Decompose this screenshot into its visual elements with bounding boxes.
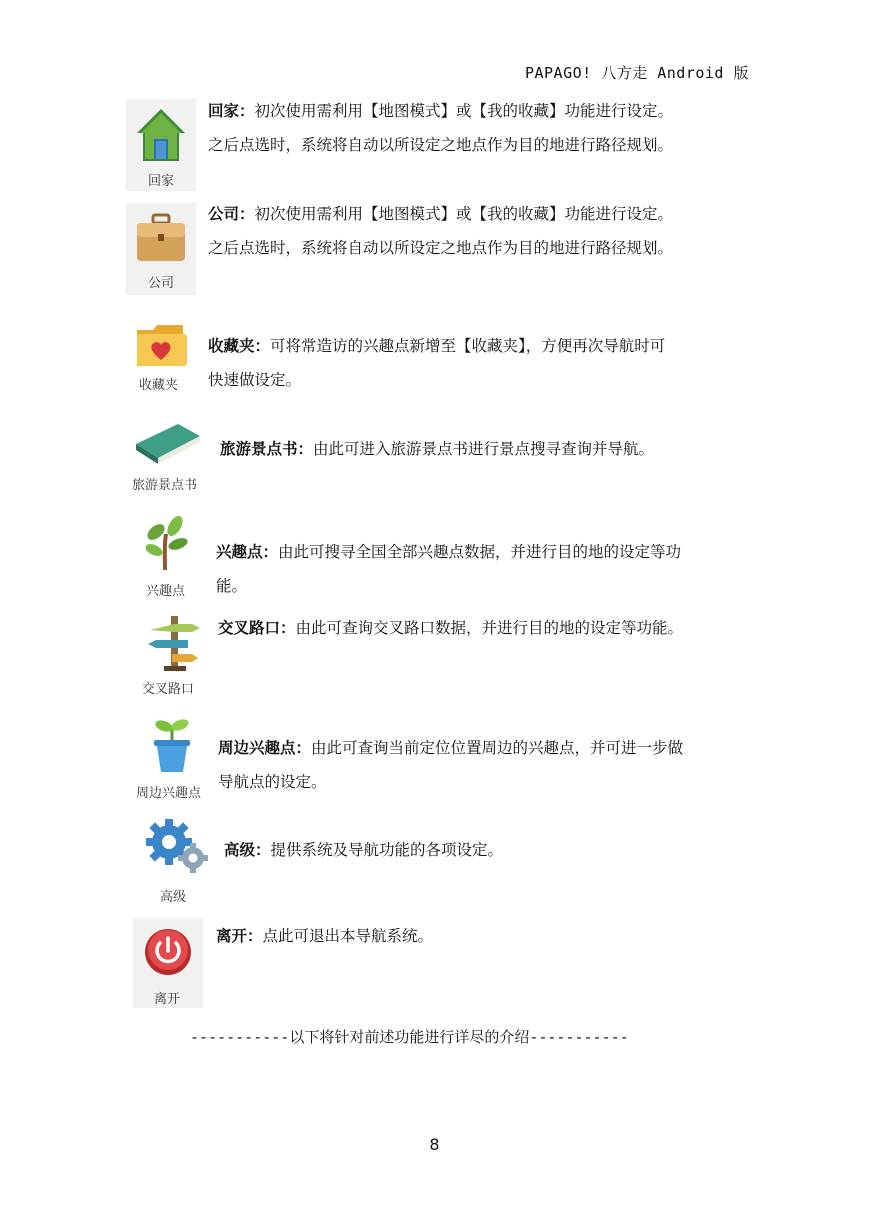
nearby-poi-description: 周边兴趣点：由此可查询当前定位位置周边的兴趣点，并可进一步做 导航点的设定。 [218,738,684,791]
advanced-term: 高级： [224,840,271,859]
home-caption: 回家 [148,174,175,189]
intersection-description: 交叉路口：由此可查询交叉路口数据，并进行目的地的设定等功能。 [218,618,684,637]
company-term: 公司： [208,204,255,223]
exit-tile [133,918,203,1008]
intersection-term: 交叉路口： [218,618,296,637]
travel-book-tile [126,420,206,492]
home-description: 回家：初次使用需利用【地图模式】或【我的收藏】功能进行设定。 之后点选时，系统将自动以所设定之地点作为目的地进行路径规划。 [208,101,674,154]
company-description: 公司：初次使用需利用【地图模式】或【我的收藏】功能进行设定。 之后点选时，系统将自动以所设定之地点作为目的地进行路径规划。 [208,204,674,257]
poi-term: 兴趣点： [216,542,279,561]
exit-caption: 离开 [154,992,181,1007]
home-icon [133,105,189,163]
favorites-tile [126,318,196,398]
intersection-tile [134,610,214,700]
poi-tile [130,512,202,599]
favorites-description: 收藏夹：可将常造访的兴趣点新增至【收藏夹】，方便再次导航时可 快速做设定。 [208,336,666,389]
advanced-description: 高级：提供系统及导航功能的各项设定。 [224,840,504,859]
home-term: 回家： [208,101,255,120]
poi-description: 兴趣点：由此可搜寻全国全部兴趣点数据，并进行目的地的设定等功 能。 [216,542,682,595]
company-tile [126,203,196,295]
plant-icon [138,512,194,572]
exit-description: 离开：点此可退出本导航系统。 [216,926,434,945]
home-tile [126,99,196,191]
signpost-icon [142,610,206,672]
power-icon [142,926,194,978]
page-number: 8 [429,1135,440,1154]
briefcase-icon [133,209,189,265]
nearby-poi-term: 周边兴趣点： [218,738,312,757]
poi-caption: 兴趣点 [146,584,186,599]
exit-term: 离开： [216,926,263,945]
document-header: PAPAGO! 八方走 Android 版 [524,64,749,82]
nearby-poi-tile [132,716,212,802]
travel-book-description: 旅游景点书：由此可进入旅游景点书进行景点搜寻查询并导航。 [220,439,655,458]
nearby-poi-caption: 周边兴趣点 [136,786,202,801]
advanced-caption: 高级 [160,890,187,905]
gears-icon [143,816,209,876]
potted-plant-icon [142,716,202,774]
advanced-tile [136,816,216,906]
favorites-term: 收藏夹： [208,336,271,355]
section-separator: -----------以下将针对前述功能进行详尽的介绍----------- [190,1028,629,1046]
travel-book-icon [130,420,202,466]
company-caption: 公司 [148,276,175,291]
favorite-folder-icon [133,320,189,370]
travel-book-term: 旅游景点书： [220,439,314,458]
intersection-caption: 交叉路口 [142,682,195,697]
travel-book-caption: 旅游景点书 [132,478,198,493]
favorites-caption: 收藏夹 [139,378,179,393]
